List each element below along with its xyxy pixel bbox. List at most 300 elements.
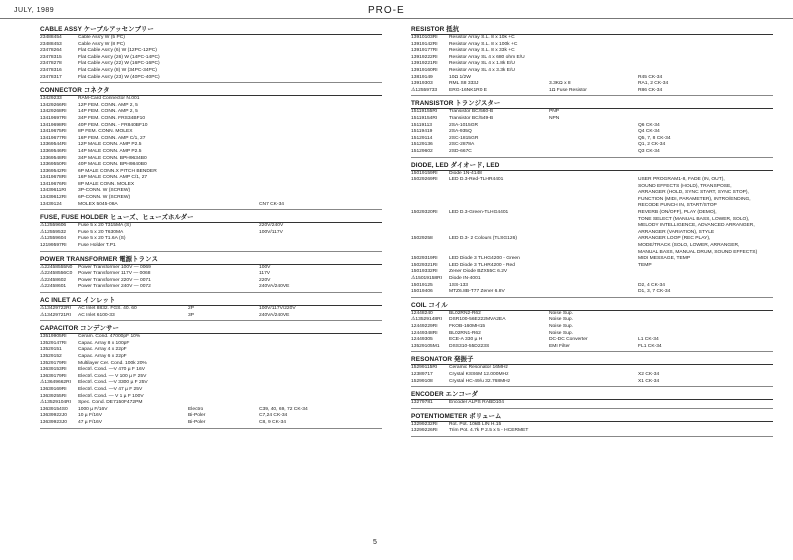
- part-number: 15129114: [411, 135, 433, 141]
- part-number: 13639154S0: [40, 406, 68, 412]
- part-spec: 3.3KΩ x 8: [549, 81, 571, 87]
- part-number: ⚠12559532: [40, 229, 67, 235]
- part-description: Power Transformer 100V — 0069: [78, 264, 151, 270]
- part-number: 13419677RI: [40, 135, 67, 141]
- part-note: D2, 4 CK-34: [638, 282, 665, 288]
- part-description: 1SS-133: [449, 282, 469, 288]
- part-number: 13639179RI: [40, 373, 67, 379]
- part-row: [411, 400, 773, 407]
- part-row: [411, 337, 773, 344]
- part-number: 15129136: [411, 142, 433, 148]
- part-row: [40, 48, 382, 55]
- part-spec: Bi-Poler: [188, 419, 206, 425]
- part-description: 1000 µ F/16V: [78, 406, 108, 412]
- part-row: [40, 61, 382, 68]
- part-description: Power Transformer 240V — 0072: [78, 284, 151, 290]
- part-description: MOLEX 5045-08A: [78, 201, 118, 207]
- part-row: [40, 223, 382, 230]
- part-note: X1 CK-34: [638, 378, 660, 384]
- part-note: ARRANGER LOOP (REC PLAY),: [638, 236, 711, 242]
- part-number: ⚠13429722RI: [40, 306, 72, 311]
- part-description: 2SC-1815GR: [449, 135, 479, 141]
- part-description: 10 µ F/16V: [78, 413, 103, 419]
- part-row: [411, 289, 773, 296]
- part-number: 13919177RI: [411, 48, 438, 54]
- part-number: 13529152: [40, 353, 62, 359]
- section-title: RESISTOR 抵抗: [411, 26, 773, 35]
- part-number: 13529151: [40, 347, 62, 353]
- section-end-rule: [411, 351, 773, 352]
- part-spec: 1Ω Fuse Resistor: [549, 87, 587, 93]
- part-row: [40, 96, 382, 103]
- part-row: [40, 75, 382, 82]
- part-row: [411, 68, 773, 75]
- part-description: Electrl. Cond. —V 3300 µ F 25V: [78, 380, 148, 386]
- part-spec: Noise Sup.: [549, 323, 573, 329]
- part-note: C7,24 CK-34: [259, 413, 288, 419]
- part-description: Fuse 5 x 20 T1.6A (S): [78, 236, 126, 242]
- part-note: USER PROGRAM1-8, FADE (IN, OUT),: [638, 177, 725, 183]
- part-number: 13369542RI: [40, 168, 67, 174]
- right-column: [411, 22, 773, 437]
- part-note: RA1, 2 CK-34: [638, 81, 669, 87]
- section-end-rule: [40, 209, 382, 210]
- part-row: [40, 334, 382, 341]
- parts-section: [411, 356, 773, 387]
- part-description: Electrl. Cond. —V 470 µ F 16V: [78, 367, 145, 373]
- part-number: ⚠13649662RI: [40, 380, 72, 386]
- part-note: 100V/117V/220V: [259, 306, 296, 311]
- part-number: 15119113: [411, 122, 433, 128]
- part-row: [411, 109, 773, 116]
- part-note: MANUAL BASS, MANUAL DRUM, SOUND EFFECTS): [638, 249, 758, 255]
- page-number: 5: [373, 539, 377, 546]
- part-description: RAM-Card Connector N.001: [78, 96, 140, 102]
- part-description: 3P-CONN. W (SCREW): [78, 188, 131, 194]
- part-number: 12449348RI: [411, 330, 438, 336]
- part-number: 15029258: [411, 236, 433, 242]
- part-number: 13299232RI: [411, 421, 438, 427]
- header-model: PRO-E: [368, 5, 405, 16]
- section-title: AC INLET AC インレット: [40, 297, 382, 306]
- part-note: 100V: [259, 264, 271, 270]
- part-number: ⚠12559604: [40, 236, 67, 242]
- part-number: 23478316: [40, 67, 62, 73]
- part-description: MTZ6.8B-T77 Zener 6.8V: [449, 289, 505, 295]
- part-note: X2 CK-34: [638, 371, 660, 377]
- part-row: [411, 243, 773, 250]
- part-description: Electrl. Cond. — V 100 µ F 25V: [78, 373, 147, 379]
- part-number: 13419697RI: [40, 115, 67, 121]
- part-note: MELODY INTELLIGENCE, ADVANCED ARRANGER,: [638, 223, 755, 229]
- part-number: 13919222RI: [411, 54, 438, 60]
- part-number: 15029269RI: [411, 177, 438, 183]
- section-end-rule: [411, 408, 773, 409]
- part-number: 13299226RI: [411, 428, 438, 434]
- part-description: Flat Cable Ass'y (22) W (16PC-16PC): [78, 61, 160, 67]
- part-description: Capac. Array 6 x 22pF: [78, 353, 127, 359]
- part-note: D1, 3, 7 CK-34: [638, 289, 671, 295]
- part-description: 16P FEM. CONN. AMP C/1, 27: [78, 135, 146, 141]
- part-note: REVERB (ON/OFF), PLAY (DEMO),: [638, 210, 717, 216]
- part-row: [40, 354, 382, 361]
- part-number: 13919142RI: [411, 41, 438, 47]
- part-row: [40, 400, 382, 407]
- section-end-rule: [411, 297, 773, 298]
- part-row: [411, 379, 773, 386]
- part-number: 13429266RI: [40, 102, 67, 108]
- left-column: [40, 22, 382, 429]
- part-row: [411, 149, 773, 156]
- part-spec: PNP: [549, 109, 560, 115]
- parts-section: [40, 87, 382, 210]
- part-number: 15299108: [411, 378, 433, 384]
- part-number: ⚠12559606: [40, 223, 67, 229]
- part-note: 240VA/240VE: [259, 284, 290, 290]
- section-end-rule: [411, 95, 773, 96]
- part-description: LED D.3-Green-TLHG4401: [449, 210, 509, 216]
- part-description: 8P MALE CONN. MOLEX: [78, 181, 135, 187]
- section-end-rule: [40, 292, 382, 293]
- part-number: ⚠22458602: [40, 277, 67, 283]
- part-number: 13429233: [40, 96, 62, 102]
- part-description: Flat Cable Ass'y (6) W (12PC-12PC): [78, 48, 157, 54]
- part-description: LED Diode 3 TLHR4200 - Red: [449, 262, 515, 268]
- part-number: 23488454: [40, 35, 62, 40]
- part-description: Resistor Array SL 4 x 3.3k E/U: [449, 67, 515, 73]
- part-description: Flat Cable Ass'y (23) W (40PC-40PC): [78, 74, 160, 80]
- part-description: Zener Diode BZX55C 6.2V: [449, 269, 508, 275]
- part-row: [40, 202, 382, 209]
- part-note: TEMP: [638, 262, 652, 268]
- part-spec: Electro: [188, 406, 204, 412]
- part-row: [411, 61, 773, 68]
- section-title: COIL コイル: [411, 302, 773, 311]
- part-note: MIDI MESSAGE, TEMP: [638, 256, 691, 262]
- section-end-rule: [411, 436, 773, 437]
- part-description: Ceram. Cond. 47000pF 10%: [78, 334, 141, 340]
- part-number: 13639255RI: [40, 393, 67, 399]
- part-description: 14P MALE CONN. AMP P2.5: [78, 148, 142, 154]
- part-description: Flat Cable Ass'y (8) W (34PC-34PC): [78, 67, 157, 73]
- part-description: BL02RN1-R62: [449, 330, 481, 336]
- part-description: Diode 1N-4148: [449, 170, 482, 176]
- part-number: 13639153RI: [40, 367, 67, 373]
- part-spec: NPN: [549, 115, 560, 121]
- part-note: CN7 CK-34: [259, 201, 285, 207]
- part-row: [40, 68, 382, 75]
- part-note: L1 CK-34: [638, 337, 659, 343]
- part-row: [40, 149, 382, 156]
- part-description: Cable Ass'y W (5 PC): [78, 35, 125, 40]
- part-spec: 3P: [188, 312, 194, 318]
- part-note: ARRANGER (VARIATION), STYLE: [638, 229, 715, 235]
- part-description: Transistor BC/560-B: [449, 109, 494, 115]
- part-note: FUNCTION (MIDI, PARAMETER), INTRO/ENDING,: [638, 196, 751, 202]
- part-number: 13519905RI: [40, 334, 67, 340]
- section-end-rule: [40, 320, 382, 321]
- part-spec: 2P: [188, 306, 194, 311]
- part-row: [40, 380, 382, 387]
- part-description: Flat Cable Ass'y (26) W (14PC-14PC): [78, 54, 160, 60]
- part-note: 240VA/240VE: [259, 312, 290, 318]
- part-description: Encoder ALPS RABD104: [449, 400, 504, 406]
- part-description: Resistor Array S.L. 8 x 10k +C: [449, 35, 515, 40]
- part-number: 13439611RI: [40, 188, 67, 194]
- part-description: ECE-A 330 µ H: [449, 337, 483, 343]
- part-number: 12448240: [411, 310, 433, 316]
- part-number: ⚠22458555N0: [40, 264, 73, 270]
- part-row: [40, 306, 382, 313]
- part-row: [40, 367, 382, 374]
- parts-section: [40, 325, 382, 428]
- part-number: 13369544RI: [40, 142, 67, 148]
- part-number: 13419678RI: [40, 175, 67, 181]
- part-description: FKOB-160MH15: [449, 323, 486, 329]
- part-number: 13439612RI: [40, 195, 67, 201]
- part-row: [411, 190, 773, 197]
- part-number: 13639922J0: [40, 413, 67, 419]
- part-number: 23478317: [40, 74, 62, 80]
- part-row: [40, 116, 382, 123]
- part-description: Power Transformer 220V — 0071: [78, 277, 151, 283]
- part-number: 15119154RI: [411, 115, 438, 121]
- part-row: [411, 48, 773, 55]
- part-description: Electrl. Cond. —V 47 µ F 25V: [78, 386, 143, 392]
- part-number: 13439124: [40, 201, 62, 207]
- part-description: 16P MALE CONN. AMP C/1, 27: [78, 175, 148, 181]
- part-number: 12389717: [411, 371, 433, 377]
- part-description: ERG-16NK1R0 E: [449, 87, 488, 93]
- parts-section: [40, 256, 382, 293]
- part-number: 13639923J0: [40, 419, 67, 425]
- part-note: FL1 CK-34: [638, 343, 662, 349]
- part-description: Electrl. Cond. — V 1 µ F 100V: [78, 393, 144, 399]
- part-description: Resistor Array S.L. 8 x 100k +C: [449, 41, 518, 47]
- part-note: 100V/117V: [259, 229, 283, 235]
- part-row: [411, 256, 773, 263]
- part-number: 13419698RI: [40, 122, 67, 128]
- part-description: Resistor Array SL 4 x 1.8k E/U: [449, 61, 515, 67]
- part-number: 23478264: [40, 48, 62, 54]
- part-description: Diode IN-4001: [449, 276, 481, 281]
- part-number: 13369546RI: [40, 148, 67, 154]
- section-end-rule: [40, 428, 382, 429]
- part-description: Fuse 5 x 20 T315MA (S): [78, 223, 131, 229]
- part-note: 220V: [259, 277, 271, 283]
- part-description: LED D.3-Red-TLHR4401: [449, 177, 504, 183]
- part-spec: DC-DC Converter: [549, 337, 588, 343]
- part-row: [411, 365, 773, 372]
- part-row: [411, 324, 773, 331]
- part-description: Crystal KSS6M 12.000MHz: [449, 371, 509, 377]
- part-row: [40, 271, 382, 278]
- part-number: 15119155RI: [411, 109, 438, 115]
- parts-section: [411, 162, 773, 298]
- part-description: 14P FEM. CONN. AMP 2, 5: [78, 109, 138, 115]
- section-title: POTENTIOMETER ボリューム: [411, 413, 773, 422]
- part-note: Q4 CK-34: [638, 129, 660, 135]
- part-description: LED Diode 3 TLHG4200 - Green: [449, 256, 520, 262]
- parts-section: [40, 297, 382, 321]
- part-note: R86 CK-34: [638, 87, 663, 93]
- part-row: [40, 284, 382, 291]
- part-row: [40, 142, 382, 149]
- part-description: Multilayer Cer. Cond. 100k 20%: [78, 360, 147, 366]
- header-date: JULY, 1989: [14, 7, 55, 14]
- part-spec: Bi-Poler: [188, 413, 206, 419]
- part-row: [411, 428, 773, 435]
- part-note: RECODE PUNCH IN, START/STOP: [638, 203, 717, 209]
- part-description: Ceramic Resonator 16MHz: [449, 365, 508, 371]
- part-description: AC Inlet 8832. FGS. 40. 60: [78, 306, 137, 311]
- part-description: Power Transformer 117V — 0068: [78, 271, 151, 277]
- part-number: 15129602: [411, 148, 433, 154]
- part-row: [411, 223, 773, 230]
- part-row: [411, 197, 773, 204]
- part-number: 12199597RI: [40, 243, 67, 249]
- part-number: 13429268RI: [40, 109, 67, 115]
- part-description: Spec. Cond. DE7150F472PM: [78, 400, 143, 406]
- part-description: Fuse Holder T.P1: [78, 243, 116, 249]
- part-row: [40, 195, 382, 202]
- part-row: [411, 210, 773, 217]
- part-note: Q6 CK-34: [638, 122, 660, 128]
- part-description: 2SA-1015GR: [449, 122, 479, 128]
- part-description: LED D.3- 2 Colours (TLSG126): [449, 236, 517, 242]
- part-number: 13819149: [411, 74, 433, 80]
- section-title: FUSE, FUSE HOLDER ヒューズ、ヒューズホルダー: [40, 214, 382, 223]
- part-number: ⚠13529104RI: [40, 400, 72, 406]
- part-row: [40, 347, 382, 354]
- part-row: [40, 420, 382, 427]
- part-description: DSR100-56E222MVA2EA: [449, 317, 506, 323]
- section-title: DIODE, LED ダイオード, LED: [411, 162, 773, 171]
- part-description: Rot. Pot. 10kB LIN H.15: [449, 421, 502, 427]
- part-note: R45 CK-34: [638, 74, 663, 80]
- part-row: [411, 81, 773, 88]
- part-number: 15119419: [411, 129, 433, 135]
- part-description: DSS310-55D223S: [449, 343, 490, 349]
- part-number: 23488453: [40, 41, 62, 47]
- part-row: [411, 142, 773, 149]
- part-description: 12P MALE CONN. AMP P2.5: [78, 142, 142, 148]
- part-spec: Noise Sup.: [549, 330, 573, 336]
- part-row: [40, 175, 382, 182]
- part-row: [411, 88, 773, 95]
- part-row: [40, 243, 382, 250]
- part-description: Resistor Array S.L. 8 x 33k +C: [449, 48, 515, 54]
- section-title: CAPACITOR コンデンサー: [40, 325, 382, 334]
- part-number: 13919160RI: [411, 67, 438, 73]
- section-title: TRANSISTOR トランジスター: [411, 100, 773, 109]
- part-number: 12449229RI: [411, 323, 438, 329]
- part-number: 15029321RI: [411, 262, 438, 268]
- part-number: 12449305: [411, 337, 433, 343]
- parts-section: [411, 413, 773, 437]
- part-description: 8P FEM. CONN. MOLEX: [78, 129, 133, 135]
- part-number: 13529147RI: [40, 340, 67, 346]
- part-number: ⚠22458556C0: [40, 271, 73, 277]
- parts-section: [411, 302, 773, 353]
- parts-section: [40, 26, 382, 83]
- part-number: 15029320RI: [411, 210, 438, 216]
- part-note: MODE/TRACK (SOLO, LOWER, ARRANGER,: [638, 243, 740, 249]
- part-number: 15019125: [411, 282, 433, 288]
- part-number: 15019406: [411, 289, 433, 295]
- section-end-rule: [411, 157, 773, 158]
- part-description: 12P FEM. CONN. AMP 2, 5: [78, 102, 138, 108]
- part-row: [411, 116, 773, 123]
- section-title: CONNECTOR コネクタ: [40, 87, 382, 96]
- part-description: 40P MALE CONN. BPH9840B0: [78, 162, 147, 168]
- parts-section: [411, 391, 773, 409]
- part-description: 40P FEM. CONN. - FR840BF10: [78, 122, 148, 128]
- part-description: Fuse 5 x 20 T630MA: [78, 229, 124, 235]
- part-number: 13919221RI: [411, 61, 438, 67]
- part-number: 13419676RI: [40, 181, 67, 187]
- part-description: Capac. Array 4 x 22pF: [78, 347, 127, 353]
- part-number: 15019159RI: [411, 170, 438, 176]
- part-description: 6P-CONN. W (SCREW): [78, 195, 131, 201]
- part-number: 13419675RI: [40, 129, 67, 135]
- part-note: Q5, 7, 8 CK-34: [638, 135, 671, 141]
- section-title: ENCODER エンコーダ: [411, 391, 773, 400]
- part-description: 47 µ F/16V: [78, 419, 103, 425]
- part-description: Crystal HC-49/u 32.768MHz: [449, 378, 511, 384]
- part-number: 13279781: [411, 400, 433, 406]
- part-note: TONE SELECT (MANUAL BASS, LOWER, SOLO),: [638, 216, 750, 222]
- part-row: [411, 177, 773, 184]
- part-note: SOUND EFFECTS (HOLD), TRANSPOSE,: [638, 183, 732, 189]
- part-row: [40, 162, 382, 169]
- part-description: 34P MALE CONN. BPH9634B0: [78, 155, 147, 161]
- part-number: ⚠13529148RI: [411, 317, 443, 323]
- part-description: 2SC-2878A: [449, 142, 475, 148]
- part-row: [40, 387, 382, 394]
- parts-section: [40, 214, 382, 251]
- part-row: [40, 109, 382, 116]
- part-number: 15019332RI: [411, 269, 438, 275]
- part-row: [411, 276, 773, 283]
- part-note: ARRANGER (HOLD, SYNC START, SYNC STOP),: [638, 190, 749, 196]
- part-row: [411, 35, 773, 42]
- part-number: 13369550RI: [40, 162, 67, 168]
- part-description: Transistor BC/549-B: [449, 115, 494, 121]
- parts-section: [411, 100, 773, 157]
- part-description: 10Ω 1/2W: [449, 74, 471, 80]
- section-title: RESONATOR 発振子: [411, 356, 773, 365]
- part-number: 23478278: [40, 61, 62, 67]
- part-spec: Noise Sup.: [549, 317, 573, 323]
- part-number: 13529179RI: [40, 360, 67, 366]
- part-description: AC Inlet 6100-33: [78, 312, 115, 318]
- section-title: CABLE ASSY ケーブルアッセンブリー: [40, 26, 382, 35]
- section-end-rule: [40, 82, 382, 83]
- part-spec: Noise Sup.: [549, 310, 573, 316]
- section-end-rule: [411, 386, 773, 387]
- part-row: [411, 344, 773, 351]
- part-row: [411, 129, 773, 136]
- part-description: Trim Pot. 4.7k P 2.5 x 5 - HCERMET: [449, 428, 529, 434]
- part-number: 23478315: [40, 54, 62, 60]
- part-number: ⚠15019158RI: [411, 276, 443, 281]
- section-title: POWER TRANSFORMER 電源トランス: [40, 256, 382, 265]
- part-number: ⚠12559733: [411, 87, 438, 93]
- part-description: 2SA-935Q: [449, 129, 472, 135]
- part-note: 117V: [259, 271, 271, 277]
- part-row: [40, 313, 382, 320]
